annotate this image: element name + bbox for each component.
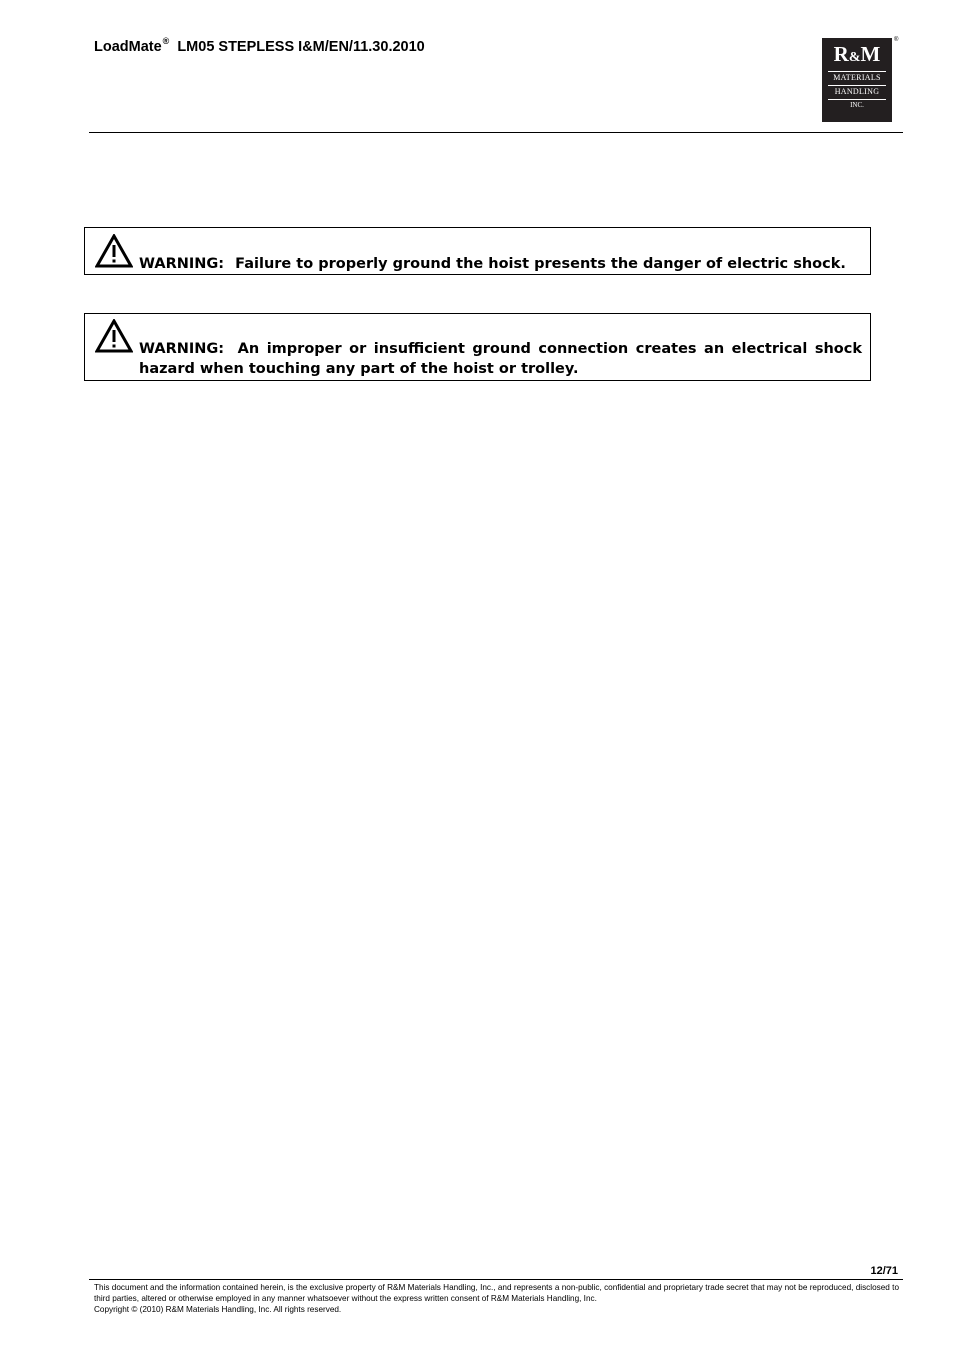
warning-label: WARNING:	[139, 256, 225, 272]
footer-divider	[89, 1279, 903, 1280]
page-number: 12/71	[870, 1265, 898, 1277]
copyright-text: Copyright © (2010) R&M Materials Handling, Inc. All rights reserved.	[94, 1305, 342, 1314]
warning-box-grounding	[84, 227, 871, 275]
warning-triangle-icon	[95, 319, 133, 353]
logo-registered-mark: ®	[894, 37, 899, 43]
logo-line-inc: INC.	[850, 101, 864, 109]
header-divider	[89, 132, 903, 133]
logo-line-handling: HANDLING	[834, 87, 880, 96]
logo-line-materials: MATERIALS	[833, 73, 881, 82]
warning-text	[139, 254, 862, 274]
warning-message: An improper or insufficient ground connection creates an electrical shock hazard when touching any part of the hoist or trolley.	[139, 341, 862, 377]
document-code: LM05 STEPLESS I&M/EN/11.30.2010	[177, 39, 425, 55]
footer-disclaimer	[94, 1282, 899, 1315]
logo-monogram: R&M	[833, 42, 881, 66]
warning-text	[139, 339, 862, 379]
warning-label: WARNING:	[139, 341, 225, 357]
warning-message: Failure to properly ground the hoist presents the danger of electric shock.	[235, 256, 846, 272]
registered-mark: ®	[162, 36, 170, 46]
warning-triangle-icon	[95, 234, 133, 268]
product-name: LoadMate	[94, 39, 162, 55]
warning-box-ground-connection	[84, 313, 871, 381]
company-logo	[822, 38, 892, 122]
document-header-title	[94, 36, 425, 55]
disclaimer-text: This document and the information contained herein, is the exclusive property of R&M Materials Handling, Inc., and represents a non-public, confidential and proprietary trade secret that may not be reproduced, disclosed to third parties, altered or otherwise employed in any manner whatsoever without the express written consent of R&M Materials Handling, Inc.	[94, 1283, 899, 1303]
